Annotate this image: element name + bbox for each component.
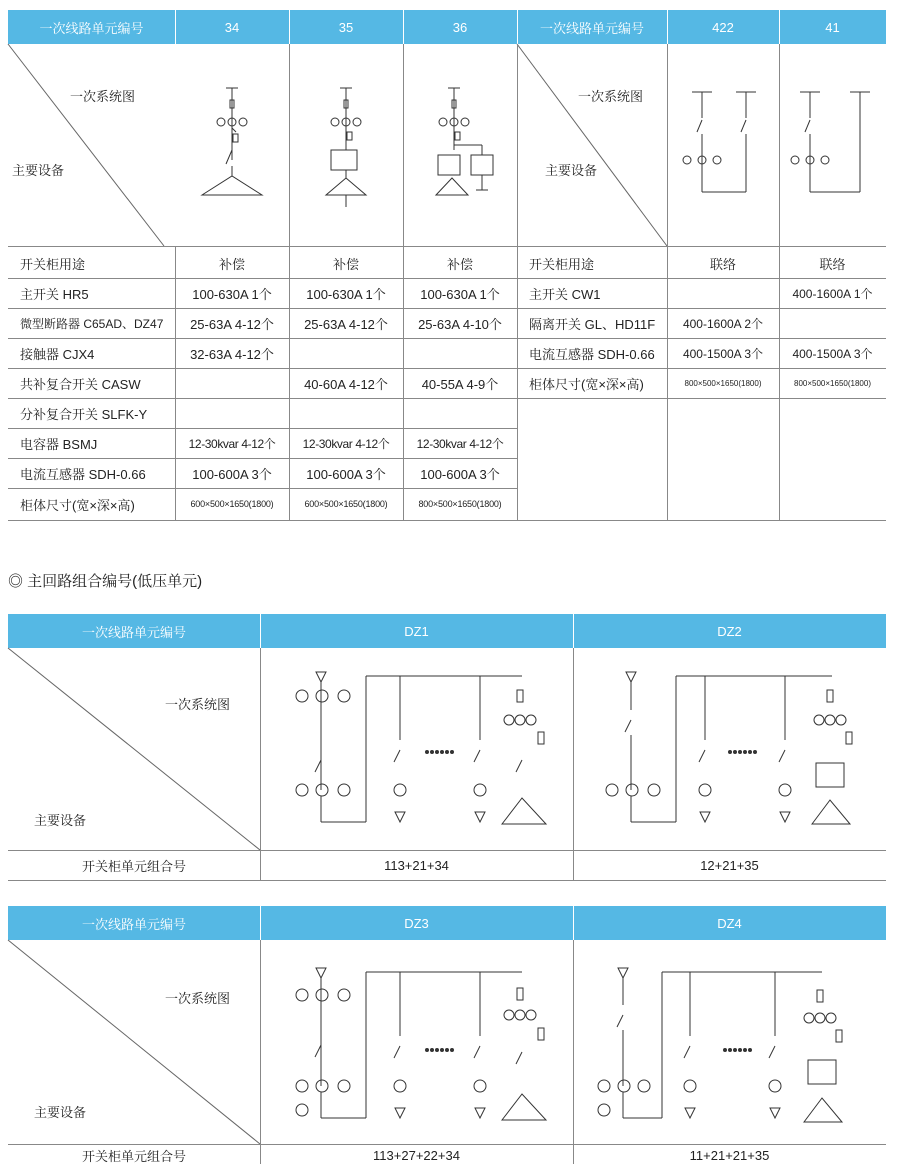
dots-dz3 bbox=[425, 1048, 454, 1052]
t3-footer-dz4: 11+21+21+35 bbox=[689, 1147, 770, 1163]
t3-header-dz4: DZ4 bbox=[573, 906, 886, 940]
t2-footer-label: 开关柜单元组合号 bbox=[81, 858, 186, 874]
t1l-r4-label: 共补复合开关 CASW bbox=[20, 376, 141, 392]
dots-dz4 bbox=[723, 1048, 752, 1052]
t1l-header-col-36: 36 bbox=[403, 10, 517, 44]
t1l-header-col-35: 35 bbox=[289, 10, 403, 44]
t1r-r4-c1: 800×500×1650(1800) bbox=[684, 378, 762, 388]
t2-diag-bottom: 主要设备 bbox=[34, 813, 87, 828]
t1l-r7-label: 电流互感器 SDH-0.66 bbox=[20, 466, 146, 482]
t3-header-label: 一次线路单元编号 bbox=[8, 906, 260, 940]
t3-diag-top: 一次系统图 bbox=[165, 991, 231, 1006]
t1l-header-col-34: 34 bbox=[175, 10, 289, 44]
t1r-header-col-422: 422 bbox=[667, 10, 779, 44]
t1l-r4-c3: 40-55A 4-9个 bbox=[421, 376, 499, 392]
t1l-r1-c2: 100-630A 1个 bbox=[306, 286, 386, 302]
section-title: ◎ 主回路组合编号(低压单元) bbox=[8, 573, 203, 590]
t1l-r8-c1: 600×500×1650(1800) bbox=[190, 499, 274, 509]
t2-footer-dz2: 12+21+35 bbox=[700, 857, 759, 873]
t1r-r3-label: 电流互感器 SDH-0.66 bbox=[529, 346, 655, 362]
t3-header-dz3: DZ3 bbox=[260, 906, 573, 940]
t1l-r0-c2: 补偿 bbox=[332, 256, 359, 272]
t1r-r0-c1: 联络 bbox=[709, 256, 736, 272]
t1l-r5-label: 分补复合开关 SLFK-Y bbox=[20, 406, 148, 422]
t1l-r8-c3: 800×500×1650(1800) bbox=[418, 499, 502, 509]
schematic-dz4 bbox=[598, 968, 842, 1122]
schematic-dz3 bbox=[296, 968, 546, 1120]
t2-footer-dz1: 113+21+34 bbox=[384, 857, 449, 873]
t1r-header-col-41: 41 bbox=[779, 10, 886, 44]
t1l-r8-c2: 600×500×1650(1800) bbox=[304, 499, 388, 509]
t1r-r2-c1: 400-1600A 2个 bbox=[682, 316, 764, 331]
t1l-r1-c3: 100-630A 1个 bbox=[420, 286, 500, 302]
t1l-r3-c1: 32-63A 4-12个 bbox=[190, 346, 274, 362]
t3-footer-dz3: 113+27+22+34 bbox=[373, 1147, 460, 1163]
t1l-r1-label: 主开关 HR5 bbox=[20, 286, 89, 302]
t1r-r0-label: 开关柜用途 bbox=[529, 256, 595, 272]
t1l-r7-c1: 100-600A 3个 bbox=[192, 466, 272, 482]
t1l-r0-c3: 补偿 bbox=[446, 256, 473, 272]
t1l-r4-c2: 40-60A 4-12个 bbox=[304, 376, 388, 392]
t1l-r2-c1: 25-63A 4-12个 bbox=[190, 316, 274, 332]
t2-header-dz2: DZ2 bbox=[573, 614, 886, 648]
t1l-diag-top: 一次系统图 bbox=[70, 89, 136, 104]
t1r-r3-c1: 400-1500A 3个 bbox=[682, 346, 764, 361]
t1l-r1-c1: 100-630A 1个 bbox=[192, 286, 272, 302]
t1r-diag-bottom: 主要设备 bbox=[545, 163, 598, 178]
t1r-diag-top: 一次系统图 bbox=[578, 89, 644, 104]
t1r-r3-c2: 400-1500A 3个 bbox=[792, 346, 873, 361]
t1l-r7-c2: 100-600A 3个 bbox=[306, 466, 386, 482]
t1l-header-label: 一次线路单元编号 bbox=[8, 10, 175, 44]
t1l-r3-label: 接触器 CJX4 bbox=[20, 346, 95, 362]
t2-header-dz1: DZ1 bbox=[260, 614, 573, 648]
t1r-r4-label: 柜体尺寸(宽×深×高) bbox=[529, 376, 644, 392]
t2-diag-top: 一次系统图 bbox=[165, 697, 231, 712]
t1l-r8-label: 柜体尺寸(宽×深×高) bbox=[20, 497, 135, 513]
t1r-r1-c2: 400-1600A 1个 bbox=[792, 286, 873, 301]
t1r-r1-label: 主开关 CW1 bbox=[529, 286, 601, 302]
t1r-r2-label: 隔离开关 GL、HD11F bbox=[529, 316, 656, 332]
t1l-diag-bottom: 主要设备 bbox=[12, 163, 65, 178]
t1r-r0-c2: 联络 bbox=[819, 256, 846, 272]
t3-diag-bottom: 主要设备 bbox=[34, 1105, 87, 1120]
t1l-r7-c3: 100-600A 3个 bbox=[420, 466, 500, 482]
t1r-header-label: 一次线路单元编号 bbox=[517, 10, 667, 44]
t1l-r0-label: 开关柜用途 bbox=[20, 256, 86, 272]
t1l-r6-label: 电容器 BSMJ bbox=[20, 436, 98, 452]
t1l-r2-c2: 25-63A 4-12个 bbox=[304, 316, 388, 332]
t1l-r6-c3: 12-30kvar 4-12个 bbox=[416, 436, 504, 451]
t1l-r2-c3: 25-63A 4-10个 bbox=[418, 316, 502, 332]
t1l-r0-c1: 补偿 bbox=[218, 256, 245, 272]
t1l-r6-c1: 12-30kvar 4-12个 bbox=[188, 436, 276, 451]
t2-header-label: 一次线路单元编号 bbox=[8, 614, 260, 648]
t1r-r4-c2: 800×500×1650(1800) bbox=[794, 378, 871, 388]
t1l-r6-c2: 12-30kvar 4-12个 bbox=[302, 436, 390, 451]
t3-footer-label: 开关柜单元组合号 bbox=[81, 1148, 186, 1164]
t1l-r2-label: 微型断路器 C65AD、DZ47 bbox=[20, 316, 164, 331]
